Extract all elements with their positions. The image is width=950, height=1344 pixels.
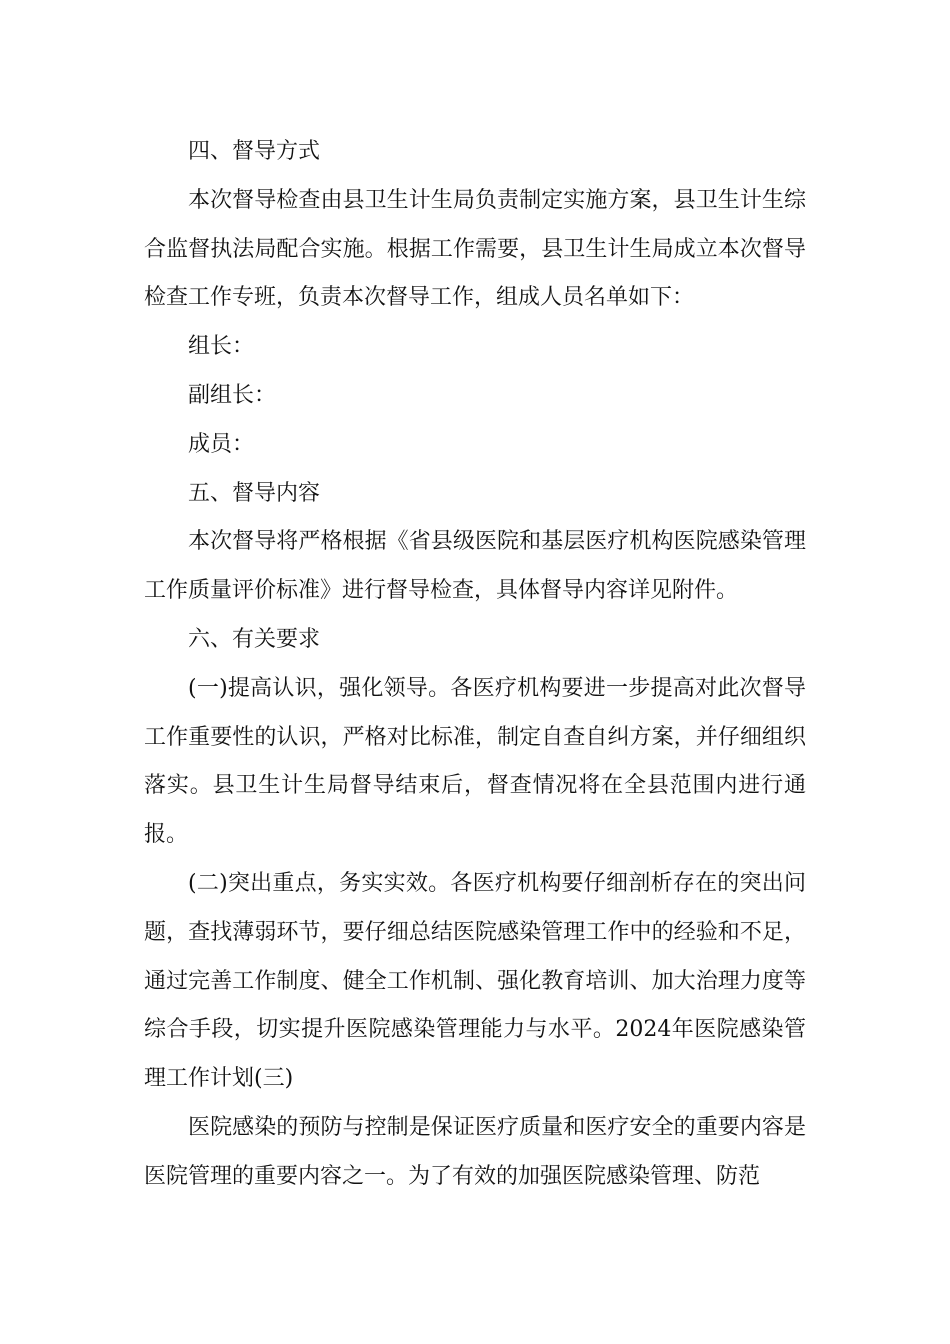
paragraph-infection-control-intro: 医院感染的预防与控制是保证医疗质量和医疗安全的重要内容是医院管理的重要内容之一。为了有效的加强医院感染管理、防范 <box>144 1114 806 1189</box>
paragraph-requirement-one: (一)提高认识，强化领导。各医疗机构要进一步提高对此次督导工作重要性的认识，严格对比标准，制定自查自纠方案，并仔细组织落实。县卫生计生局督导结束后，督查情况将在全县范围内进行通报。 <box>144 675 806 848</box>
members-line: 成员： <box>188 431 255 457</box>
paragraph-requirement-two: (二)突出重点，务实实效。各医疗机构要仔细剖析存在的突出问题，查找薄弱环节，要仔细总结医院感染管理工作中的经验和不足，通过完善工作制度、健全工作机制、强化教育培训、加大治理力度等综合手段，切实提升医院感染管理能力与水平。2024年医院感染管理工作计划(三) <box>144 870 806 1092</box>
paragraph-supervision-content: 本次督导将严格根据《省县级医院和基层医疗机构医院感染管理工作质量评价标准》进行督导检查，具体督导内容详见附件。 <box>144 529 806 604</box>
document-body <box>144 128 806 1202</box>
section-heading-supervision-method: 四、督导方式 <box>188 139 321 164</box>
paragraph-supervision-plan: 本次督导检查由县卫生计生局负责制定实施方案，县卫生计生综合监督执法局配合实施。根据工作需要，县卫生计生局成立本次督导检查工作专班，负责本次督导工作，组成人员名单如下： <box>144 187 806 311</box>
section-heading-supervision-content: 五、督导内容 <box>188 480 321 506</box>
deputy-leader-line: 副组长： <box>188 382 277 408</box>
team-leader-line: 组长： <box>188 334 255 360</box>
section-heading-requirements: 六、有关要求 <box>188 626 321 652</box>
